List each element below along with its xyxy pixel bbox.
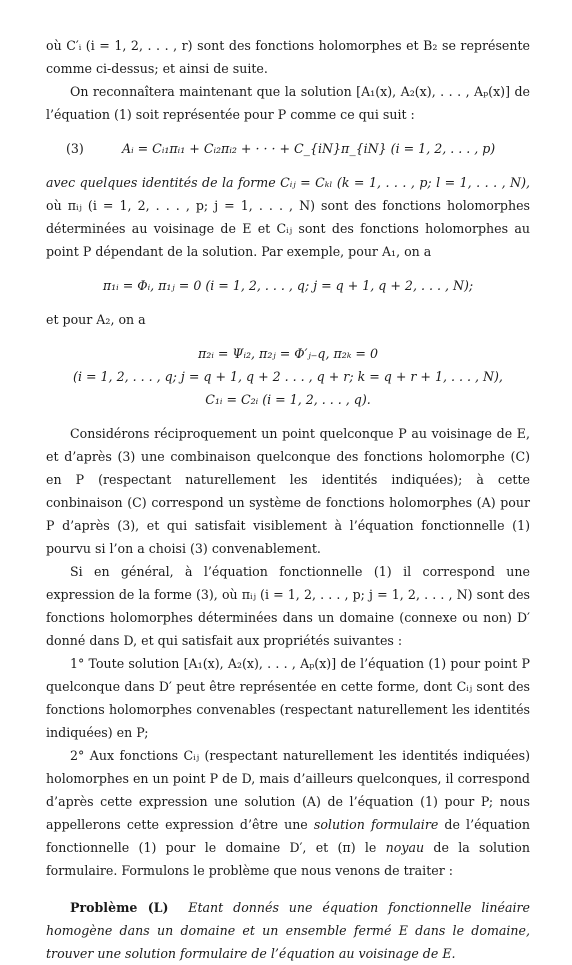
property-1: 1° Toute solution [A₁(x), A₂(x), . . . , Aₚ(x)] de l’équation (1) pour point P quelconque dans D′ peut être représentée en cette forme, dont Cᵢⱼ sont des fonctions holomorphes convenables (respectant naturellement les identités indiquées) en P; [46, 656, 530, 740]
identities-statement: avec quelques identités de la forme Cᵢⱼ = Cₖₗ (k = 1, . . . , p; l = 1, . . . , N), [46, 175, 530, 190]
term-solution-formulaire: solution formulaire [313, 817, 439, 832]
paragraph-general: Si en général, à l’équation fonctionnelle (1) il correspond une expression de la forme (3), où πᵢⱼ (i = 1, 2, . . . , p; j = 1, 2, . . . , N) sont des fonctions holomorphes déterminées dans un domaine (connexe ou non) D′ donné dans D, et qui satisfait aux propriétés suivantes : [46, 564, 530, 648]
display-line-2: (i = 1, 2, . . . , q; j = q + 1, q + 2 . . . , q + r; k = q + r + 1, . . . , N), [73, 369, 503, 384]
equation-body: Aᵢ = Cᵢ₁πᵢ₁ + Cᵢ₂πᵢ₂ + · · · + C_{iN}π_{iN} (i = 1, 2, . . . , p) [122, 141, 496, 156]
paragraph-for-a2: et pour A₂, on a [46, 312, 146, 327]
identities-explanation: où πᵢⱼ (i = 1, 2, . . . , p; j = 1, . . . , N) sont des fonctions holomorphes déterminées au voisinage de E et Cᵢⱼ sont des fonctions holomorphes au point P dépendant de la solution. Par exemple, pour A₁, on a [46, 198, 530, 259]
problem-statement [46, 896, 530, 965]
display-equation-a2 [46, 342, 530, 411]
property-2: 2° Aux fonctions Cᵢⱼ (respectant naturellement les identités indiquées) holomorphes en un point P de D, mais d’ailleurs quelconques, il correspond d’après cette expression une solution (A) de l’équation (1) pour P; nous appellerons cette expression d’être une solution formulaire de l’équation fonctionnelle (1) pour le domaine D′, et (π) le noyau de la solution formulaire. Formulons le problème que nous venons de traiter : [46, 748, 530, 878]
problem-text: Etant donnés une équation fonctionnelle linéaire homogène dans un domaine et un ensemble fermé E dans le domaine, trouver une solution formulaire de l’équation au voisinage de E. [46, 900, 530, 961]
paragraph-continuation: où C′ᵢ (i = 1, 2, . . . , r) sont des fonctions holomorphes et B₂ se représente comme ci-dessus; et ainsi de suite. [46, 38, 530, 76]
equation-number: (3) [66, 141, 84, 156]
display-equation-a1: π₁ᵢ = Φᵢ, π₁ⱼ = 0 (i = 1, 2, . . . , q; j = q + 1, q + 2, . . . , N); [102, 278, 474, 293]
equation-3 [46, 137, 530, 160]
display-line-1: π₂ᵢ = Ψᵢ₂, π₂ⱼ = Φ′ⱼ₋q, π₂ₖ = 0 [198, 346, 378, 361]
term-noyau: noyau [385, 840, 425, 855]
problem-label: Problème (L) [70, 900, 169, 915]
display-line-3: C₁ᵢ = C₂ᵢ (i = 1, 2, . . . , q). [205, 392, 371, 407]
paragraph-identities [46, 171, 530, 263]
document-page [46, 34, 530, 965]
paragraph-solution-representation: On reconnaîtera maintenant que la solution [A₁(x), A₂(x), . . . , Aₚ(x)] de l’équation (1) soit représentée pour P comme ce qui suit : [46, 84, 530, 122]
paragraph-reciprocal: Considérons réciproquement un point quelconque P au voisinage de E, et d’après (3) une combinaison quelconque des fonctions holomorphe (C) en P (respectant naturellement les identités indiquées); à cette conbinaison (C) correspond un système de fonctions holomorphes (A) pour P d’après (3), et qui satisfait visiblement à l’équation fonctionnelle (1) pourvu si l’on a choisi (3) convenablement. [46, 426, 530, 556]
